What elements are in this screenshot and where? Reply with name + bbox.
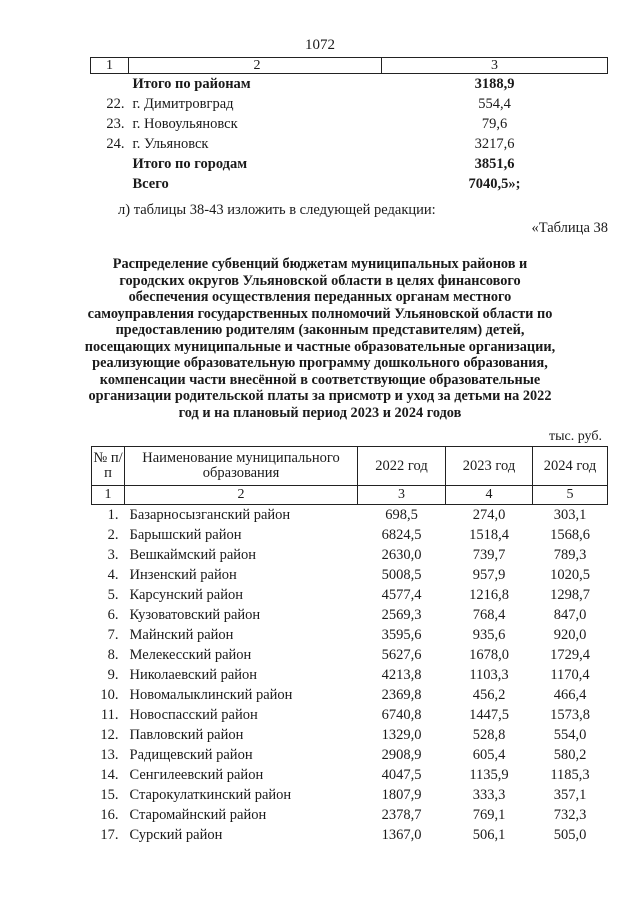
value-2022: 5008,5 <box>381 567 422 583</box>
top-header-col-3: 3 <box>382 58 608 74</box>
row-number: 12. <box>100 727 119 743</box>
value-2022: 1329,0 <box>381 727 422 743</box>
row-number: 22. <box>106 96 125 112</box>
table-row <box>92 745 608 765</box>
row-number: 3. <box>107 547 119 563</box>
row-name: г. Новоульяновск <box>132 116 238 132</box>
municipality-name: Майнский район <box>129 627 234 643</box>
value-2024: 1573,8 <box>550 707 590 723</box>
value-2024: 1729,4 <box>550 647 590 663</box>
value-2022: 1807,9 <box>381 787 422 803</box>
municipality-name: Карсунский район <box>129 587 244 603</box>
row-value: 554,4 <box>478 96 511 112</box>
table-row <box>92 545 608 565</box>
col-number-4: 4 <box>446 486 533 505</box>
municipality-name: Инзенский район <box>129 567 237 583</box>
column-number-row <box>92 486 608 505</box>
top-table-header-row <box>91 58 608 74</box>
value-2024: 505,0 <box>553 827 587 843</box>
value-2023: 605,4 <box>472 747 506 763</box>
header-2024: 2024 год <box>533 447 608 486</box>
top-table-row <box>91 174 608 194</box>
top-table-row <box>91 114 608 134</box>
top-table-row <box>91 154 608 174</box>
value-2023: 768,4 <box>472 607 506 623</box>
table-row <box>92 665 608 685</box>
value-2022: 698,5 <box>385 507 418 523</box>
row-value: 3188,9 <box>474 76 515 92</box>
municipality-name: Павловский район <box>129 727 244 743</box>
municipality-name: Мелекесский район <box>129 647 252 663</box>
municipality-name: Новоспасский район <box>129 707 258 723</box>
value-2023: 1678,0 <box>469 647 509 663</box>
amendment-note: л) таблицы 38-43 изложить в следующей редакции: <box>118 202 436 218</box>
value-2024: 920,0 <box>553 627 587 643</box>
top-table-row <box>91 134 608 154</box>
value-2022: 5627,6 <box>381 647 422 663</box>
table-label: «Таблица 38 <box>531 220 608 236</box>
main-table-header-row <box>92 447 608 486</box>
table-row <box>92 685 608 705</box>
municipality-name: Сурский район <box>129 827 223 843</box>
value-2022: 1367,0 <box>381 827 422 843</box>
row-value: 3851,6 <box>474 156 515 172</box>
value-2022: 2569,3 <box>381 607 422 623</box>
top-table-row <box>91 94 608 114</box>
value-2023: 957,9 <box>472 567 506 583</box>
header-2022: 2022 год <box>358 447 446 486</box>
row-name: г. Димитровград <box>132 96 234 112</box>
table-row <box>92 585 608 605</box>
row-number: 13. <box>100 747 119 763</box>
row-value: 7040,5»; <box>468 176 521 192</box>
row-number: 17. <box>100 827 119 843</box>
value-2022: 4047,5 <box>381 767 422 783</box>
table-row <box>92 825 608 845</box>
municipality-name: Барышский район <box>129 527 242 543</box>
table-row <box>92 565 608 585</box>
value-2023: 935,6 <box>472 627 506 643</box>
row-name: Итого по городам <box>132 156 248 172</box>
value-2024: 1568,6 <box>550 527 590 543</box>
value-2022: 2630,0 <box>381 547 422 563</box>
row-number: 8. <box>107 647 119 663</box>
value-2022: 6824,5 <box>381 527 422 543</box>
row-number: 2. <box>107 527 119 543</box>
row-number: 7. <box>107 627 119 643</box>
value-2023: 333,3 <box>472 787 506 803</box>
value-2022: 2369,8 <box>381 687 422 703</box>
row-number: 15. <box>100 787 119 803</box>
value-2022: 2378,7 <box>381 807 422 823</box>
municipality-name: Кузоватовский район <box>129 607 261 623</box>
table-row <box>92 765 608 785</box>
table-row <box>92 805 608 825</box>
value-2023: 769,1 <box>472 807 506 823</box>
top-table <box>90 57 608 194</box>
row-number: 11. <box>100 707 119 723</box>
value-2022: 3595,6 <box>381 627 422 643</box>
value-2022: 4213,8 <box>381 667 422 683</box>
value-2024: 789,3 <box>553 547 587 563</box>
page-number: 1072 <box>305 37 335 53</box>
table-row <box>92 525 608 545</box>
municipality-name: Новомалыклинский район <box>129 687 293 703</box>
value-2024: 303,1 <box>553 507 587 523</box>
row-value: 3217,6 <box>474 136 515 152</box>
table-row <box>92 725 608 745</box>
top-table-row <box>91 74 608 95</box>
value-2024: 1020,5 <box>550 567 590 583</box>
municipality-name: Николаевский район <box>129 667 258 683</box>
table-row <box>92 625 608 645</box>
main-table <box>91 446 608 845</box>
value-2023: 1216,8 <box>469 587 509 603</box>
row-name: Всего <box>132 176 169 192</box>
row-number: 14. <box>100 767 119 783</box>
row-number: 10. <box>100 687 119 703</box>
row-number: 6. <box>107 607 119 623</box>
top-header-col-2: 2 <box>129 58 382 74</box>
value-2024: 732,3 <box>553 807 587 823</box>
value-2024: 554,0 <box>553 727 587 743</box>
value-2022: 6740,8 <box>381 707 422 723</box>
value-2023: 274,0 <box>472 507 506 523</box>
municipality-name: Базарносызганский район <box>129 507 291 523</box>
municipality-name: Старомайнский район <box>129 807 267 823</box>
value-2023: 456,2 <box>472 687 506 703</box>
value-2023: 1135,9 <box>469 767 509 783</box>
units-label: тыс. руб. <box>549 429 602 444</box>
table-title: Распределение субвенций бюджетам муниципальных районов и городских округов Ульяновской области в целях финансового обеспечения осуществления переданных органам местного самоуправления государственных полномочий Ульяновской области по предоставлению родителям (законным представителям) детей, посещающих муниципальные и частные образовательные организации, реализующие образовательную программу дошкольного образования, компенсации части внесённой в соответствующие образовательные организации родительской платы за присмотр и уход за детьми на 2022 год и на плановый период 2023 и 2024 годов <box>84 256 556 421</box>
value-2023: 1447,5 <box>469 707 509 723</box>
row-number: 23. <box>106 116 125 132</box>
value-2023: 1518,4 <box>469 527 509 543</box>
value-2024: 1185,3 <box>550 767 590 783</box>
value-2022: 4577,4 <box>381 587 422 603</box>
value-2024: 580,2 <box>553 747 587 763</box>
col-number-3: 3 <box>358 486 446 505</box>
value-2023: 506,1 <box>472 827 506 843</box>
value-2024: 357,1 <box>553 787 587 803</box>
row-number: 5. <box>107 587 119 603</box>
value-2024: 1298,7 <box>550 587 590 603</box>
row-number: 1. <box>107 507 119 523</box>
value-2024: 466,4 <box>553 687 587 703</box>
value-2024: 1170,4 <box>550 667 590 683</box>
value-2022: 2908,9 <box>381 747 422 763</box>
row-number <box>91 154 129 174</box>
value-2023: 528,8 <box>472 727 506 743</box>
table-row <box>92 645 608 665</box>
header-num: № п/п <box>92 447 125 486</box>
municipality-name: Вешкаймский район <box>129 547 257 563</box>
row-number <box>91 174 129 194</box>
row-name: Итого по районам <box>132 76 251 92</box>
row-number: 24. <box>106 136 125 152</box>
value-2023: 1103,3 <box>469 667 509 683</box>
row-number <box>91 74 129 95</box>
row-number: 4. <box>107 567 119 583</box>
row-value: 79,6 <box>481 116 508 132</box>
value-2023: 739,7 <box>472 547 506 563</box>
row-name: г. Ульяновск <box>132 136 209 152</box>
municipality-name: Радищевский район <box>129 747 253 763</box>
value-2024: 847,0 <box>553 607 587 623</box>
table-row <box>92 505 608 526</box>
top-header-col-1: 1 <box>91 58 129 74</box>
col-number-5: 5 <box>533 486 608 505</box>
table-row <box>92 605 608 625</box>
header-2023: 2023 год <box>446 447 533 486</box>
row-number: 9. <box>107 667 119 683</box>
municipality-name: Старокулаткинский район <box>129 787 292 803</box>
municipality-name: Сенгилеевский район <box>129 767 264 783</box>
table-row <box>92 705 608 725</box>
table-row <box>92 785 608 805</box>
col-number-2: 2 <box>125 486 358 505</box>
header-name: Наименование муниципального образования <box>125 447 358 486</box>
row-number: 16. <box>100 807 119 823</box>
col-number-1: 1 <box>92 486 125 505</box>
